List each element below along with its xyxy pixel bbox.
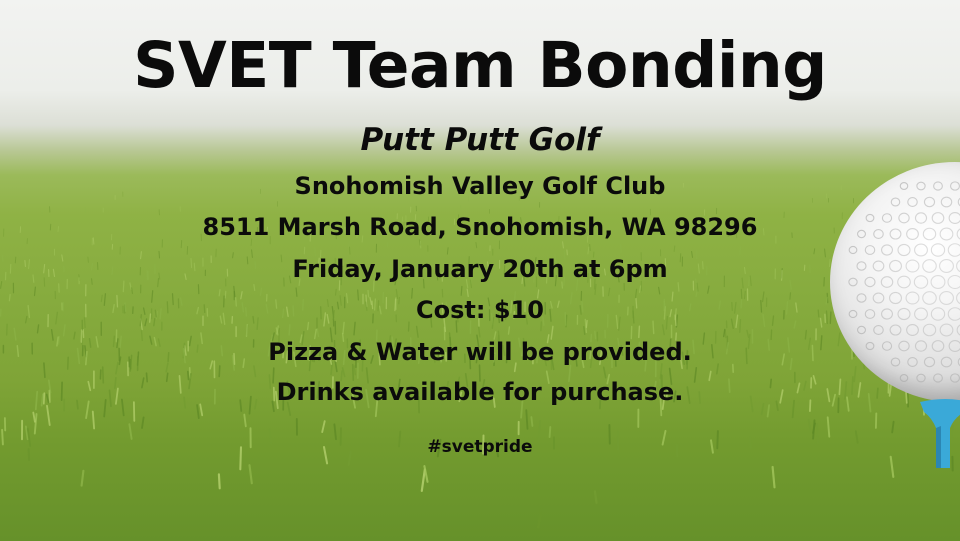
event-address: 8511 Marsh Road, Snohomish, WA 98296	[202, 213, 758, 241]
event-cost: Cost: $10	[416, 296, 544, 324]
event-venue: Snohomish Valley Golf Club	[294, 172, 666, 200]
event-subtitle: Putt Putt Golf	[360, 122, 600, 158]
event-drinks-note: Drinks available for purchase.	[276, 378, 684, 406]
event-hashtag: #svetpride	[427, 437, 533, 457]
event-title: SVET Team Bonding	[133, 29, 827, 102]
event-datetime: Friday, January 20th at 6pm	[292, 255, 668, 283]
event-provided-note: Pizza & Water will be provided.	[268, 338, 692, 366]
